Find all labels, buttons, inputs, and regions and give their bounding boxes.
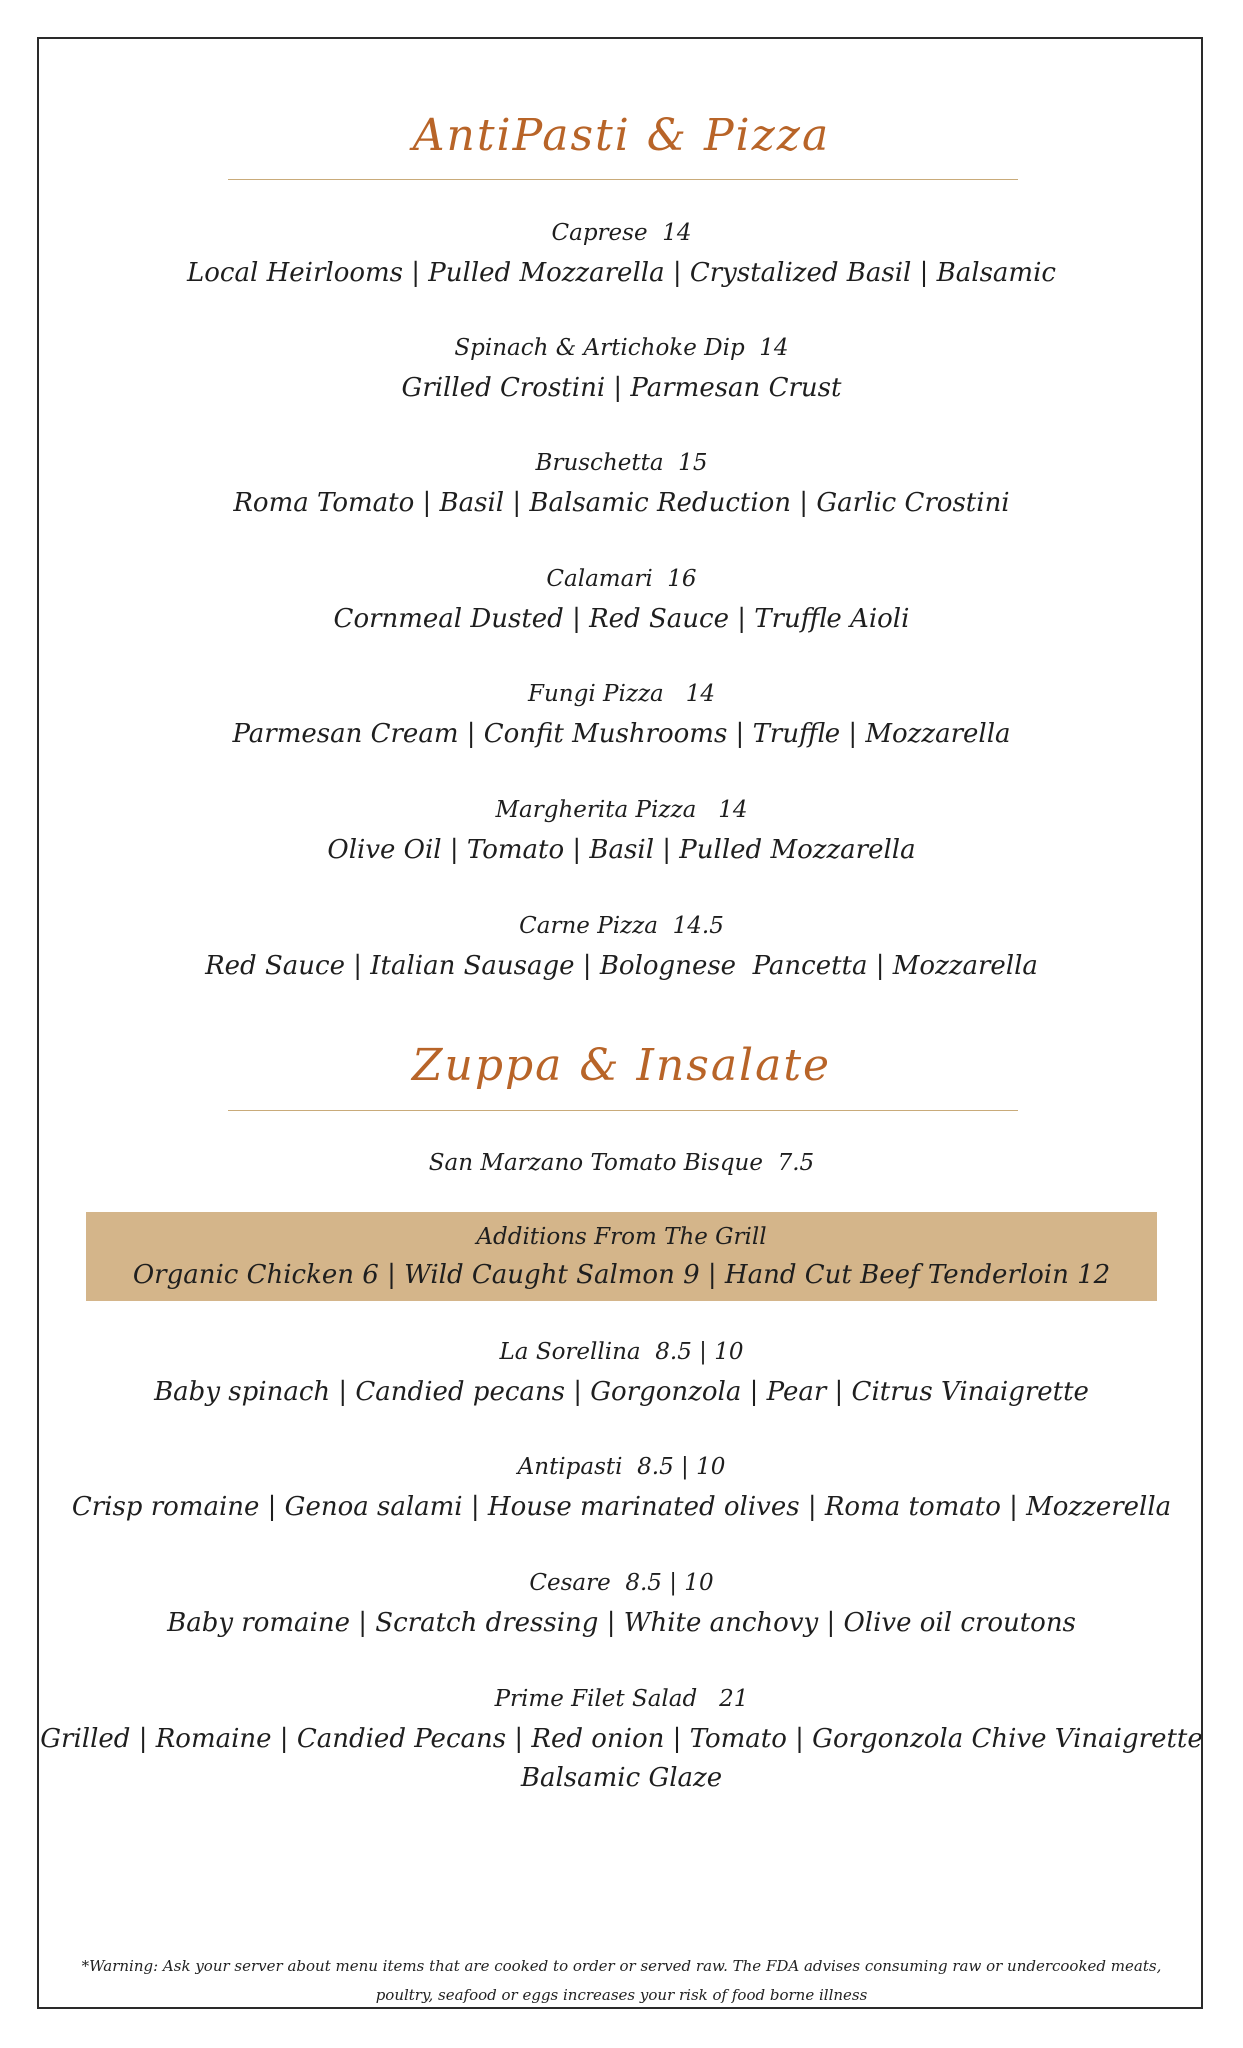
menu-item-margherita-pizza [0, 795, 1243, 869]
item-name: Cesare 8.5 | 10 [529, 1570, 714, 1596]
item-name: Antipasti 8.5 | 10 [517, 1454, 726, 1480]
menu-item-tomato-bisque [0, 1148, 1243, 1184]
item-description: Roma Tomato | Basil | Balsamic Reduction | Garlic Crostini [233, 488, 1010, 518]
additions-band [86, 1212, 1157, 1301]
item-description: Baby spinach | Candied pecans | Gorgonzola | Pear | Citrus Vinaigrette [154, 1377, 1089, 1407]
section-divider [228, 1110, 1018, 1111]
item-description: Grilled Crostini | Parmesan Crust [401, 373, 842, 403]
menu-item-cesare [0, 1568, 1243, 1642]
item-description: Local Heirlooms | Pulled Mozzarella | Crystalized Basil | Balsamic [187, 258, 1056, 288]
item-description: Cornmeal Dusted | Red Sauce | Truffle Aioli [333, 604, 910, 634]
warning-line-2: poultry, seafood or eggs increases your risk of food borne illness [375, 1986, 868, 2004]
item-name: Caprese 14 [551, 220, 692, 246]
item-description: Parmesan Cream | Confit Mushrooms | Truffle | Mozzarella [232, 719, 1011, 749]
menu-item-bruschetta [0, 448, 1243, 522]
item-description: Olive Oil | Tomato | Basil | Pulled Mozzarella [327, 835, 916, 865]
item-name: Carne Pizza 14.5 [519, 913, 724, 939]
menu-item-spinach-artichoke-dip [0, 333, 1243, 407]
item-name: La Sorellina 8.5 | 10 [499, 1339, 744, 1365]
section-divider [228, 179, 1018, 180]
item-name: Prime Filet Salad 21 [494, 1686, 749, 1712]
item-name: Bruschetta 15 [535, 450, 708, 476]
item-name: Calamari 16 [546, 566, 697, 592]
item-name: Margherita Pizza 14 [495, 797, 748, 823]
warning-line-1: *Warning: Ask your server about menu items that are cooked to order or served raw. The FDA advises consuming raw or undercooked meats, [81, 1957, 1162, 1975]
menu-item-caprese [0, 218, 1243, 292]
item-description-continued: Balsamic Glaze [520, 1763, 723, 1793]
additions-title: Additions From The Grill [476, 1224, 767, 1250]
menu-item-calamari [0, 564, 1243, 638]
section-title-antipasti-pizza: AntiPasti & Pizza [412, 110, 831, 161]
item-description: Red Sauce | Italian Sausage | Bolognese Pancetta | Mozzarella [205, 951, 1038, 981]
item-name: Fungi Pizza 14 [528, 681, 715, 707]
section-title-zuppa-insalate: Zuppa & Insalate [411, 1040, 832, 1091]
food-safety-warning [0, 1952, 1243, 2010]
item-description: Crisp romaine | Genoa salami | House marinated olives | Roma tomato | Mozzerella [71, 1492, 1172, 1522]
item-name: San Marzano Tomato Bisque 7.5 [428, 1150, 815, 1176]
menu-item-prime-filet-salad [0, 1684, 1243, 1798]
menu-item-fungi-pizza [0, 679, 1243, 753]
menu-item-la-sorellina [0, 1337, 1243, 1411]
additions-description: Organic Chicken 6 | Wild Caught Salmon 9 | Hand Cut Beef Tenderloin 12 [132, 1260, 1111, 1290]
item-description: Baby romaine | Scratch dressing | White anchovy | Olive oil croutons [167, 1608, 1076, 1638]
menu-item-carne-pizza [0, 911, 1243, 985]
item-name: Spinach & Artichoke Dip 14 [454, 335, 789, 361]
item-description: Grilled | Romaine | Candied Pecans | Red onion | Tomato | Gorgonzola Chive Vinaigrette [40, 1724, 1203, 1754]
menu-item-antipasti-salad [0, 1452, 1243, 1526]
